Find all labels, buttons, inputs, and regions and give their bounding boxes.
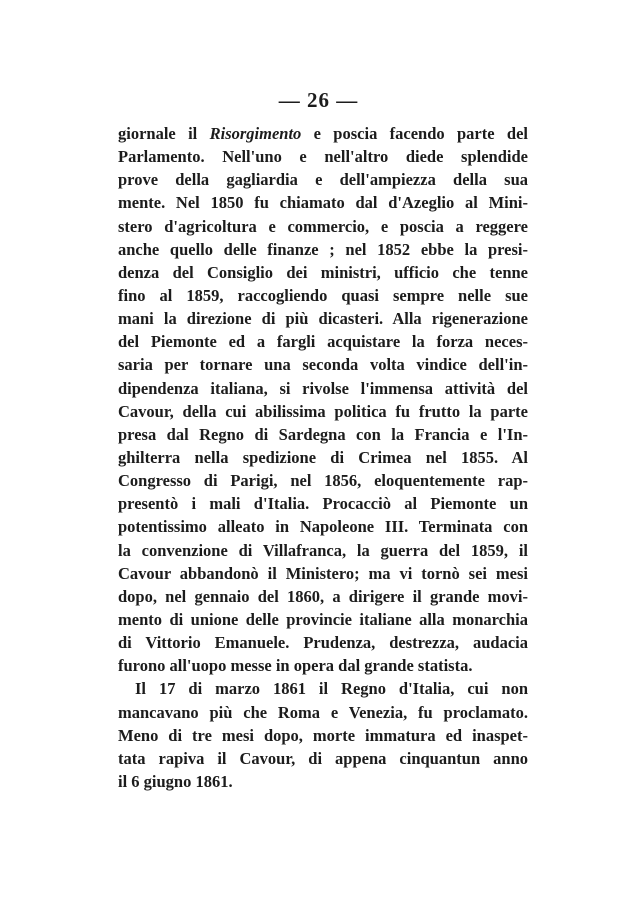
text-line: mente. Nel 1850 fu chiamato dal d'Azeglio al Mini- [118,193,528,213]
text-line: di Vittorio Emanuele. Prudenza, destrezza, audacia [118,633,528,653]
text-line: denza del Consiglio dei ministri, ufficio che tenne [118,262,528,282]
text-segment: giornale il [118,124,210,143]
text-line: Cavour abbandonò il Ministero; ma vi tornò sei mesi [118,563,528,583]
text-line: anche quello delle finanze ; nel 1852 ebbe la presi- [118,239,528,259]
text-line: furono all'uopo messe in opera dal grande statista. [118,656,473,676]
text-line: ghilterra nella spedizione di Crimea nel 1855. Al [118,447,528,467]
text-line: Congresso di Parigi, nel 1856, eloquentemente rap- [118,471,528,491]
italic-title: Risorgimento [209,124,302,143]
text-line: Meno di tre mesi dopo, morte immatura ed inaspet- [118,725,528,745]
text-line: Cavour, della cui abilissima politica fu frutto la parte [118,401,528,421]
text-line: mani la direzione di più dicasteri. Alla rigenerazione [118,309,528,329]
text-line: presa dal Regno di Sardegna con la Francia e l'In- [118,424,528,444]
text-line: saria per tornare una seconda volta vindice dell'in- [118,355,528,375]
text-line [118,122,528,145]
text-line: dipendenza italiana, si rivolse l'immensa attività del [118,378,528,398]
text-line: la convenzione di Villafranca, la guerra del 1859, il [118,540,528,560]
text-line: il 6 giugno 1861. [118,771,233,791]
text-line: presentò i mali d'Italia. Procacciò al Piemonte un [118,494,528,514]
text-line: del Piemonte ed a fargli acquistare la forza neces- [118,332,528,352]
text-line: potentissimo alleato in Napoleone III. Terminata con [118,517,528,537]
page-number: — 26 — [278,88,359,112]
text-line: stero d'agricoltura e commercio, e poscia a reggere [118,216,528,236]
text-line: tata rapiva il Cavour, di appena cinquantun anno [118,748,528,768]
text-line: fino al 1859, raccogliendo quasi sempre nelle sue [118,285,528,305]
text-line: mancavano più che Roma e Venezia, fu proclamato. [118,702,528,722]
body-text [118,122,528,793]
text-line: dopo, nel gennaio del 1860, a dirigere il grande movi- [118,586,528,606]
text-line: Parlamento. Nell'uno e nell'altro diede splendide [118,147,528,167]
text-line: Il 17 di marzo 1861 il Regno d'Italia, cui non [135,679,528,699]
text-line: prove della gagliardia e dell'ampiezza della sua [118,170,528,190]
text-line: mento di unione delle provincie italiane alla monarchia [118,609,528,629]
text-segment: e poscia facendo parte del [301,124,528,143]
